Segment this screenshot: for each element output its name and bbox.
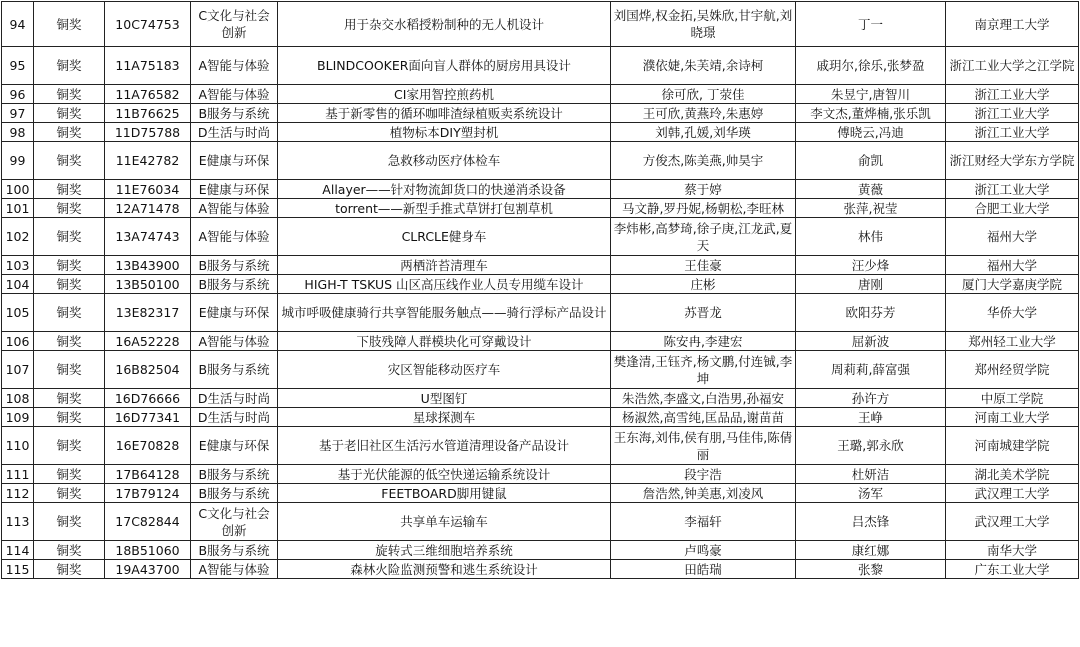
team-members-cell: 段宇浩 (611, 465, 796, 484)
school-cell: 广东工业大学 (946, 560, 1079, 579)
work-title-cell: 旋转式三维细胞培养系统 (278, 541, 611, 560)
entry-code-cell: 13E82317 (105, 294, 191, 332)
work-title-cell: 两栖浒苔清理车 (278, 256, 611, 275)
award-level-cell: 铜奖 (34, 199, 105, 218)
row-number-cell: 115 (2, 560, 34, 579)
entry-code-cell: 16E70828 (105, 427, 191, 465)
table-row (2, 123, 1079, 142)
work-title-cell: 植物标本DIY塑封机 (278, 123, 611, 142)
school-cell: 南京理工大学 (946, 2, 1079, 47)
row-number-cell: 112 (2, 484, 34, 503)
team-members-cell: 朱浩然,李盛文,白浩男,孙福安 (611, 389, 796, 408)
award-level-cell: 铜奖 (34, 104, 105, 123)
entry-code-cell: 16D76666 (105, 389, 191, 408)
table-row (2, 199, 1079, 218)
school-cell: 郑州轻工业大学 (946, 332, 1079, 351)
row-number-cell: 95 (2, 47, 34, 85)
team-members-cell: 李福轩 (611, 503, 796, 541)
entry-code-cell: 17B64128 (105, 465, 191, 484)
entry-code-cell: 11A76582 (105, 85, 191, 104)
advisor-cell: 康红娜 (796, 541, 946, 560)
award-table (1, 1, 1079, 579)
row-number-cell: 100 (2, 180, 34, 199)
table-row (2, 541, 1079, 560)
advisor-cell: 俞凯 (796, 142, 946, 180)
work-title-cell: 灾区智能移动医疗车 (278, 351, 611, 389)
entry-code-cell: 16B82504 (105, 351, 191, 389)
school-cell: 浙江工业大学之江学院 (946, 47, 1079, 85)
row-number-cell: 103 (2, 256, 34, 275)
entry-code-cell: 17C82844 (105, 503, 191, 541)
school-cell: 湖北美术学院 (946, 465, 1079, 484)
category-cell: D生活与时尚 (191, 389, 278, 408)
table-row (2, 427, 1079, 465)
work-title-cell: 城市呼吸健康骑行共享智能服务触点——骑行浮标产品设计 (278, 294, 611, 332)
work-title-cell: 急救移动医疗体检车 (278, 142, 611, 180)
entry-code-cell: 13A74743 (105, 218, 191, 256)
row-number-cell: 97 (2, 104, 34, 123)
team-members-cell: 方俊杰,陈美燕,帅昊宇 (611, 142, 796, 180)
award-table-body (2, 2, 1079, 579)
table-row (2, 351, 1079, 389)
award-level-cell: 铜奖 (34, 85, 105, 104)
table-row (2, 218, 1079, 256)
advisor-cell: 黄薇 (796, 180, 946, 199)
award-level-cell: 铜奖 (34, 256, 105, 275)
award-level-cell: 铜奖 (34, 541, 105, 560)
category-cell: E健康与环保 (191, 294, 278, 332)
award-level-cell: 铜奖 (34, 389, 105, 408)
team-members-cell: 刘韩,孔媛,刘华瑛 (611, 123, 796, 142)
award-level-cell: 铜奖 (34, 294, 105, 332)
row-number-cell: 114 (2, 541, 34, 560)
row-number-cell: 111 (2, 465, 34, 484)
table-row (2, 389, 1079, 408)
entry-code-cell: 13B43900 (105, 256, 191, 275)
table-row (2, 332, 1079, 351)
table-row (2, 294, 1079, 332)
row-number-cell: 98 (2, 123, 34, 142)
advisor-cell: 朱昱宁,唐智川 (796, 85, 946, 104)
advisor-cell: 李文杰,董烨楠,张乐凯 (796, 104, 946, 123)
award-level-cell: 铜奖 (34, 465, 105, 484)
advisor-cell: 张黎 (796, 560, 946, 579)
school-cell: 武汉理工大学 (946, 503, 1079, 541)
category-cell: A智能与体验 (191, 560, 278, 579)
award-level-cell: 铜奖 (34, 218, 105, 256)
category-cell: E健康与环保 (191, 180, 278, 199)
work-title-cell: torrent——新型手推式草饼打包割草机 (278, 199, 611, 218)
entry-code-cell: 12A71478 (105, 199, 191, 218)
team-members-cell: 王佳豪 (611, 256, 796, 275)
school-cell: 浙江工业大学 (946, 123, 1079, 142)
advisor-cell: 欧阳芬芳 (796, 294, 946, 332)
advisor-cell: 屈新波 (796, 332, 946, 351)
entry-code-cell: 11A75183 (105, 47, 191, 85)
school-cell: 福州大学 (946, 256, 1079, 275)
entry-code-cell: 11B76625 (105, 104, 191, 123)
category-cell: A智能与体验 (191, 199, 278, 218)
category-cell: A智能与体验 (191, 332, 278, 351)
entry-code-cell: 13B50100 (105, 275, 191, 294)
school-cell: 郑州经贸学院 (946, 351, 1079, 389)
advisor-cell: 周莉莉,薛富强 (796, 351, 946, 389)
team-members-cell: 杨淑然,高雪纯,匡品品,谢苗苗 (611, 408, 796, 427)
advisor-cell: 唐刚 (796, 275, 946, 294)
row-number-cell: 109 (2, 408, 34, 427)
category-cell: A智能与体验 (191, 218, 278, 256)
award-level-cell: 铜奖 (34, 332, 105, 351)
category-cell: B服务与系统 (191, 541, 278, 560)
advisor-cell: 戚玥尔,徐乐,张梦盈 (796, 47, 946, 85)
category-cell: B服务与系统 (191, 104, 278, 123)
work-title-cell: FEETBOARD脚用键鼠 (278, 484, 611, 503)
school-cell: 厦门大学嘉庚学院 (946, 275, 1079, 294)
team-members-cell: 陈安冉,李建宏 (611, 332, 796, 351)
row-number-cell: 94 (2, 2, 34, 47)
advisor-cell: 汪少烽 (796, 256, 946, 275)
work-title-cell: BLINDCOOKER面向盲人群体的厨房用具设计 (278, 47, 611, 85)
entry-code-cell: 19A43700 (105, 560, 191, 579)
award-level-cell: 铜奖 (34, 142, 105, 180)
team-members-cell: 马文静,罗丹妮,杨朝松,李旺林 (611, 199, 796, 218)
advisor-cell: 汤军 (796, 484, 946, 503)
row-number-cell: 110 (2, 427, 34, 465)
table-row (2, 256, 1079, 275)
school-cell: 中原工学院 (946, 389, 1079, 408)
row-number-cell: 113 (2, 503, 34, 541)
work-title-cell: 森林火险监测预警和逃生系统设计 (278, 560, 611, 579)
category-cell: B服务与系统 (191, 465, 278, 484)
row-number-cell: 104 (2, 275, 34, 294)
team-members-cell: 庄彬 (611, 275, 796, 294)
award-level-cell: 铜奖 (34, 427, 105, 465)
row-number-cell: 105 (2, 294, 34, 332)
team-members-cell: 苏晋龙 (611, 294, 796, 332)
entry-code-cell: 17B79124 (105, 484, 191, 503)
table-row (2, 503, 1079, 541)
table-row (2, 104, 1079, 123)
award-level-cell: 铜奖 (34, 47, 105, 85)
table-row (2, 408, 1079, 427)
category-cell: B服务与系统 (191, 256, 278, 275)
category-cell: B服务与系统 (191, 351, 278, 389)
category-cell: C文化与社会创新 (191, 503, 278, 541)
entry-code-cell: 16D77341 (105, 408, 191, 427)
row-number-cell: 102 (2, 218, 34, 256)
advisor-cell: 林伟 (796, 218, 946, 256)
advisor-cell: 孙许方 (796, 389, 946, 408)
team-members-cell: 詹浩然,钟美惠,刘凌风 (611, 484, 796, 503)
work-title-cell: 星球探测车 (278, 408, 611, 427)
advisor-cell: 王峥 (796, 408, 946, 427)
team-members-cell: 刘国烨,权金拓,吴姝欣,甘宇航,刘晓璟 (611, 2, 796, 47)
award-level-cell: 铜奖 (34, 408, 105, 427)
team-members-cell: 李炜彬,高梦琦,徐子庚,江龙武,夏天 (611, 218, 796, 256)
work-title-cell: 共享单车运输车 (278, 503, 611, 541)
award-level-cell: 铜奖 (34, 275, 105, 294)
award-level-cell: 铜奖 (34, 180, 105, 199)
school-cell: 浙江财经大学东方学院 (946, 142, 1079, 180)
row-number-cell: 96 (2, 85, 34, 104)
team-members-cell: 樊逢清,王钰齐,杨文鹏,付连铖,李坤 (611, 351, 796, 389)
award-level-cell: 铜奖 (34, 2, 105, 47)
category-cell: A智能与体验 (191, 85, 278, 104)
entry-code-cell: 11E42782 (105, 142, 191, 180)
team-members-cell: 王可欣,黄燕玲,朱惠婷 (611, 104, 796, 123)
table-row (2, 465, 1079, 484)
table-row (2, 484, 1079, 503)
team-members-cell: 徐可欣, 丁荥佳 (611, 85, 796, 104)
entry-code-cell: 11E76034 (105, 180, 191, 199)
work-title-cell: 下肢残障人群模块化可穿戴设计 (278, 332, 611, 351)
entry-code-cell: 10C74753 (105, 2, 191, 47)
school-cell: 河南城建学院 (946, 427, 1079, 465)
school-cell: 浙江工业大学 (946, 180, 1079, 199)
table-row (2, 47, 1079, 85)
category-cell: D生活与时尚 (191, 408, 278, 427)
work-title-cell: U型图钉 (278, 389, 611, 408)
work-title-cell: CI家用智控煎药机 (278, 85, 611, 104)
school-cell: 浙江工业大学 (946, 85, 1079, 104)
work-title-cell: HIGH-T TSKUS 山区高压线作业人员专用缆车设计 (278, 275, 611, 294)
table-row (2, 2, 1079, 47)
school-cell: 合肥工业大学 (946, 199, 1079, 218)
team-members-cell: 王东海,刘伟,侯有朋,马佳伟,陈倩丽 (611, 427, 796, 465)
entry-code-cell: 16A52228 (105, 332, 191, 351)
school-cell: 武汉理工大学 (946, 484, 1079, 503)
school-cell: 福州大学 (946, 218, 1079, 256)
advisor-cell: 吕杰锋 (796, 503, 946, 541)
table-row (2, 275, 1079, 294)
row-number-cell: 107 (2, 351, 34, 389)
work-title-cell: 基于老旧社区生活污水管道清理设备产品设计 (278, 427, 611, 465)
work-title-cell: 用于杂交水稻授粉制种的无人机设计 (278, 2, 611, 47)
table-row (2, 85, 1079, 104)
row-number-cell: 99 (2, 142, 34, 180)
award-level-cell: 铜奖 (34, 123, 105, 142)
category-cell: C文化与社会创新 (191, 2, 278, 47)
entry-code-cell: 18B51060 (105, 541, 191, 560)
team-members-cell: 田皓瑞 (611, 560, 796, 579)
entry-code-cell: 11D75788 (105, 123, 191, 142)
school-cell: 南华大学 (946, 541, 1079, 560)
team-members-cell: 濮依婕,朱芙靖,余诗柯 (611, 47, 796, 85)
category-cell: A智能与体验 (191, 47, 278, 85)
work-title-cell: 基于光伏能源的低空快递运输系统设计 (278, 465, 611, 484)
row-number-cell: 108 (2, 389, 34, 408)
school-cell: 浙江工业大学 (946, 104, 1079, 123)
school-cell: 河南工业大学 (946, 408, 1079, 427)
advisor-cell: 丁一 (796, 2, 946, 47)
advisor-cell: 王璐,郭永欣 (796, 427, 946, 465)
table-row (2, 142, 1079, 180)
award-level-cell: 铜奖 (34, 503, 105, 541)
work-title-cell: 基于新零售的循环咖啡渣绿植贩卖系统设计 (278, 104, 611, 123)
advisor-cell: 傅晓云,冯迪 (796, 123, 946, 142)
award-level-cell: 铜奖 (34, 351, 105, 389)
table-row (2, 180, 1079, 199)
work-title-cell: Allayer——针对物流卸货口的快递消杀设备 (278, 180, 611, 199)
category-cell: E健康与环保 (191, 427, 278, 465)
category-cell: B服务与系统 (191, 484, 278, 503)
table-row (2, 560, 1079, 579)
advisor-cell: 张萍,祝莹 (796, 199, 946, 218)
team-members-cell: 卢鸣豪 (611, 541, 796, 560)
category-cell: D生活与时尚 (191, 123, 278, 142)
team-members-cell: 蔡于婷 (611, 180, 796, 199)
advisor-cell: 杜妍洁 (796, 465, 946, 484)
school-cell: 华侨大学 (946, 294, 1079, 332)
award-level-cell: 铜奖 (34, 560, 105, 579)
award-level-cell: 铜奖 (34, 484, 105, 503)
row-number-cell: 101 (2, 199, 34, 218)
row-number-cell: 106 (2, 332, 34, 351)
work-title-cell: CLRCLE健身车 (278, 218, 611, 256)
category-cell: E健康与环保 (191, 142, 278, 180)
category-cell: B服务与系统 (191, 275, 278, 294)
